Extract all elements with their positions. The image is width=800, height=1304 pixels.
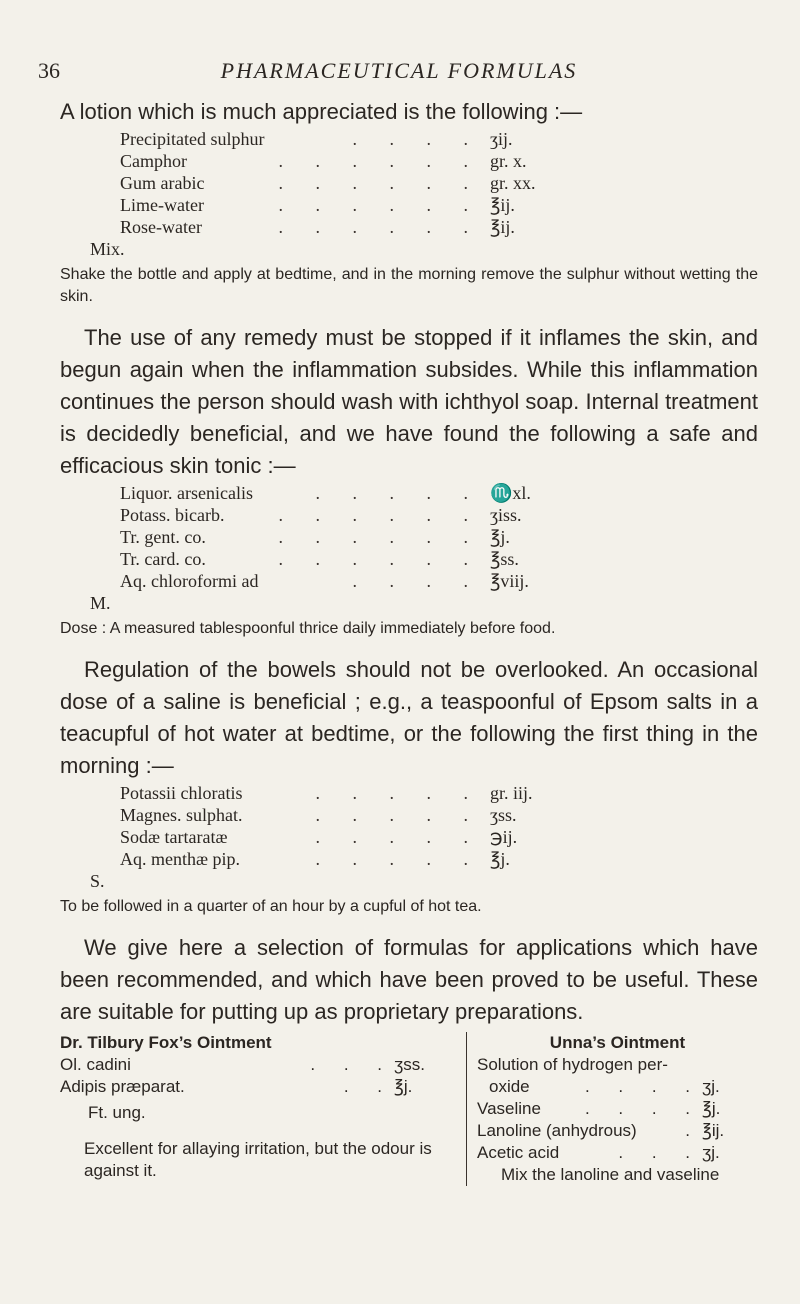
rx-row: Adipis præparat. . . ℥j. xyxy=(60,1077,413,1096)
morning-prescription xyxy=(120,782,580,870)
rx-row: Gum arabic . . . . . . gr. xx. xyxy=(120,173,536,193)
morning-sig: S. xyxy=(90,871,105,891)
unna-title: Unna’s Ointment xyxy=(549,1033,686,1052)
fox-ointment xyxy=(60,1032,462,1186)
tonic-note: Dose : A measured tablespoonful thrice daily immediately before food. xyxy=(60,620,556,637)
lotion-sig: Mix. xyxy=(90,239,125,259)
rx-row: Lime-water . . . . . . ℥ij. xyxy=(120,195,515,215)
rx-row: Vaseline . . . . ℥j. xyxy=(477,1099,721,1118)
paragraph-bowels: Regulation of the bowels should not be overlooked. An occasional dose of a saline is beneficial ; e.g., a teaspoonful of Epsom salts in a teacupful of hot water at bedtime, or the following the first thing in the morning :— xyxy=(60,657,758,778)
page-header xyxy=(38,58,760,92)
fox-sig: Ft. ung. xyxy=(88,1103,146,1122)
column-divider xyxy=(466,1032,467,1186)
lotion-intro: A lotion which is much appreciated is the following :— xyxy=(60,99,583,124)
rx-row: Aq. chloroformi ad . . . . ℥viij. xyxy=(120,571,529,591)
paragraph-applications: We give here a selection of formulas for applications which have been recommended, and which have been proved to be useful. These are suitable for putting up as proprietary preparations. xyxy=(60,935,758,1024)
running-head: PHARMACEUTICAL FORMULAS xyxy=(220,58,578,83)
page-body xyxy=(60,96,758,1186)
page-number: 36 xyxy=(38,58,60,83)
rx-row: Rose-water . . . . . . ℥ij. xyxy=(120,217,515,237)
rx-row: Tr. gent. co. . . . . . . ℥j. xyxy=(120,527,510,547)
tonic-prescription xyxy=(120,482,580,592)
lotion-prescription xyxy=(120,128,580,238)
rx-row: Aq. menthæ pip. . . . . . ℥j. xyxy=(120,849,510,869)
rx-row: Lanoline (anhydrous) . ℥ij. xyxy=(477,1121,725,1140)
lotion-note: Shake the bottle and apply at bedtime, and in the morning remove the sulphur without wetting the skin. xyxy=(60,266,758,305)
tonic-sig: M. xyxy=(90,593,111,613)
rx-row: Acetic acid . . . ʒj. xyxy=(477,1143,720,1162)
rx-row: Liquor. arsenicalis . . . . . ♏xl. xyxy=(120,483,531,503)
ointment-columns xyxy=(60,1032,758,1186)
unna-note: Mix the lanoline and vaseline xyxy=(501,1165,720,1184)
fox-note: Excellent for allaying irritation, but the odour is against it. xyxy=(84,1139,432,1180)
unna-ointment xyxy=(477,1032,758,1186)
rx-row: Potass. bicarb. . . . . . . ʒiss. xyxy=(120,505,522,525)
rx-row: Camphor . . . . . . gr. x. xyxy=(120,151,527,171)
paragraph-skin-remedy: The use of any remedy must be stopped if it inflames the skin, and begun again when the inflammation subsides. While this inflammation continues the person should wash with ichthyol soap. Internal treatment is decidedly beneficial, and we have found the following a safe and efficacious skin tonic :— xyxy=(60,325,758,478)
rx-row: Tr. card. co. . . . . . . ℥ss. xyxy=(120,549,519,569)
rx-row: Sodæ tartaratæ . . . . . ℈ij. xyxy=(120,827,518,847)
rx-row: Magnes. sulphat. . . . . . ʒss. xyxy=(120,805,517,825)
rx-row: Precipitated sulphur . . . . ʒij. xyxy=(120,129,513,149)
morning-note: To be followed in a quarter of an hour by a cupful of hot tea. xyxy=(60,898,482,915)
rx-row: oxide . . . . ʒj. xyxy=(489,1077,720,1096)
rx-row: Potassii chloratis . . . . . gr. iij. xyxy=(120,783,533,803)
fox-title: Dr. Tilbury Fox’s Ointment xyxy=(60,1033,272,1052)
rx-row: Ol. cadini . . . ʒss. xyxy=(60,1055,425,1074)
unna-line: Solution of hydrogen per- xyxy=(477,1055,668,1074)
